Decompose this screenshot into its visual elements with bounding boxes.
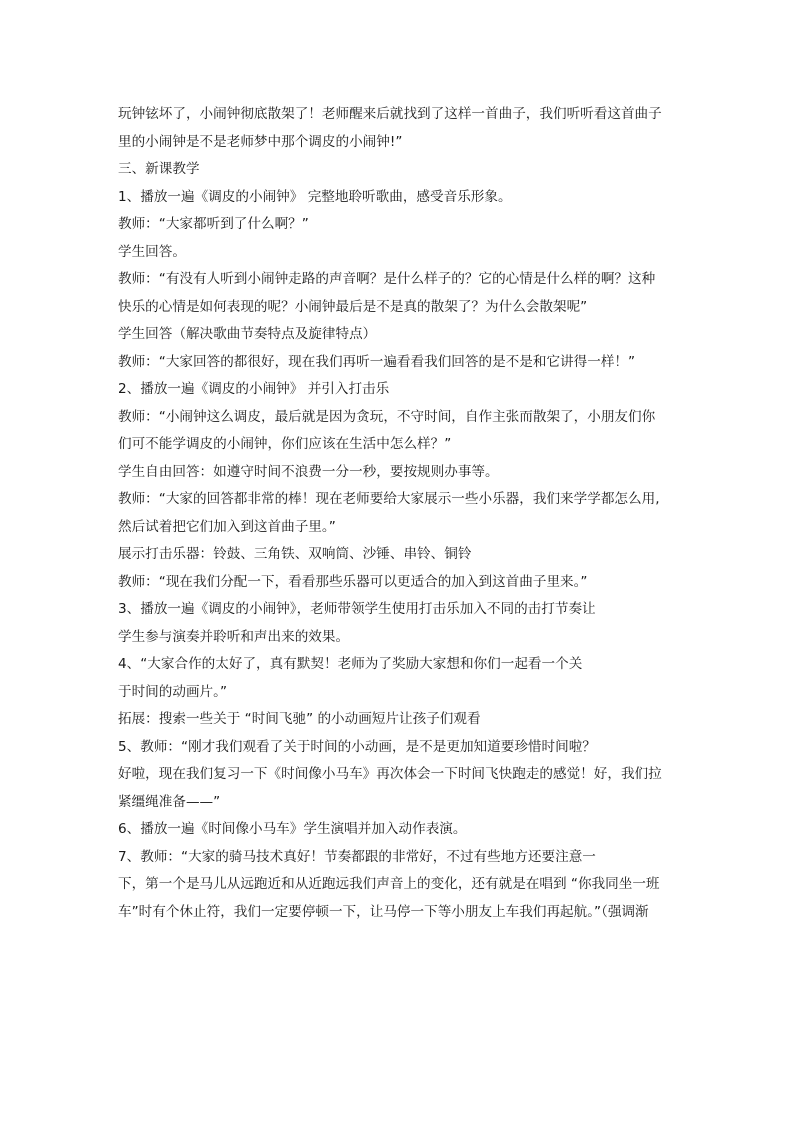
text-line: 学生回答（解决歌曲节奏特点及旋律特点） — [118, 326, 377, 342]
text-line: 学生参与演奏并聆听和声出来的效果。 — [118, 628, 350, 645]
text-line: 展示打击乐器：铃鼓、三角铁、双响筒、沙锤、串铃、铜铃 — [118, 546, 472, 562]
text-line: 学生回答。 — [118, 243, 186, 260]
text-line: 于时间的动画片。” — [118, 683, 227, 700]
text-line: 教师：“大家回答的都很好，现在我们再听一遍看看我们回答的是不是和它讲得一样！” — [118, 353, 636, 370]
text-line: 然后试着把它们加入到这首曲子里。” — [118, 518, 336, 535]
text-line: 学生自由回答：如遵守时间不浪费一分一秒，要按规则办事等。 — [118, 463, 499, 480]
text-line: 下，第一个是马儿从远跑近和从近跑远我们声音上的变化，还有就是在唱到 “你我同坐一班 — [118, 876, 660, 892]
text-line: 车”时有个休止符，我们一定要停顿一下，让马停一下等小朋友上车我们再起航。”（强调渐 — [118, 903, 649, 920]
text-line: 2、播放一遍《调皮的小闹钟》 并引入打击乐 — [118, 381, 390, 397]
text-line: 教师：“小闹钟这么调皮，最后就是因为贪玩，不守时间，自作主张而散架了，小朋友们你 — [118, 408, 656, 425]
text-line: 3、播放一遍《调皮的小闹钟》，老师带领学生使用打击乐加入不同的击打节奏让 — [118, 601, 596, 617]
text-line: 教师：“有没有人听到小闹钟走路的声音啊？是什么样子的？它的心情是什么样的啊？这种 — [118, 271, 656, 287]
text-line: 7、教师：“大家的骑马技术真好！节奏都跟的非常好，不过有些地方还要注意一 — [118, 848, 596, 865]
text-line: 紧缰绳准备——” — [118, 793, 221, 810]
text-line: 4、“大家合作的太好了，真有默契！老师为了奖励大家想和你们一起看一个关 — [118, 656, 583, 672]
text-line: 快乐的心情是如何表现的呢？小闹钟最后是不是真的散架了？为什么会散架呢” — [118, 298, 588, 315]
text-line: 教师：“现在我们分配一下，看看那些乐器可以更适合的加入到这首曲子里来。” — [118, 573, 588, 590]
text-line: 6、播放一遍《时间像小马车》学生演唱并加入动作表演。 — [118, 821, 467, 837]
text-line: 教师：“大家的回答都非常的棒！现在老师要给大家展示一些小乐器，我们来学学都怎么用, — [118, 491, 660, 507]
text-line: 5、教师：“刚才我们观看了关于时间的小动画，是不是更加知道要珍惜时间啦？ — [118, 738, 596, 755]
text-line: 教师：“大家都听到了什么啊？” — [118, 216, 309, 232]
document-body — [118, 101, 678, 926]
text-line: 们可不能学调皮的小闹钟，你们应该在生活中怎么样？” — [118, 436, 452, 452]
section-heading: 三、新课教学 — [118, 161, 200, 177]
text-line: 1、播放一遍《调皮的小闹钟》 完整地聆听歌曲，感受音乐形象。 — [118, 188, 512, 205]
text-line: 里的小闹钟是不是老师梦中那个调皮的小闹钟!” — [118, 133, 403, 150]
text-line: 好啦，现在我们复习一下《时间像小马车》再次体会一下时间飞快跑走的感觉！好，我们拉 — [118, 766, 662, 782]
text-line: 拓展：搜索一些关于 “时间飞驰” 的小动画短片让孩子们观看 — [118, 711, 481, 727]
text-line: 玩钟铉坏了，小闹钟彻底散架了！老师醒来后就找到了这样一首曲子，我们听听看这首曲子 — [118, 106, 662, 122]
